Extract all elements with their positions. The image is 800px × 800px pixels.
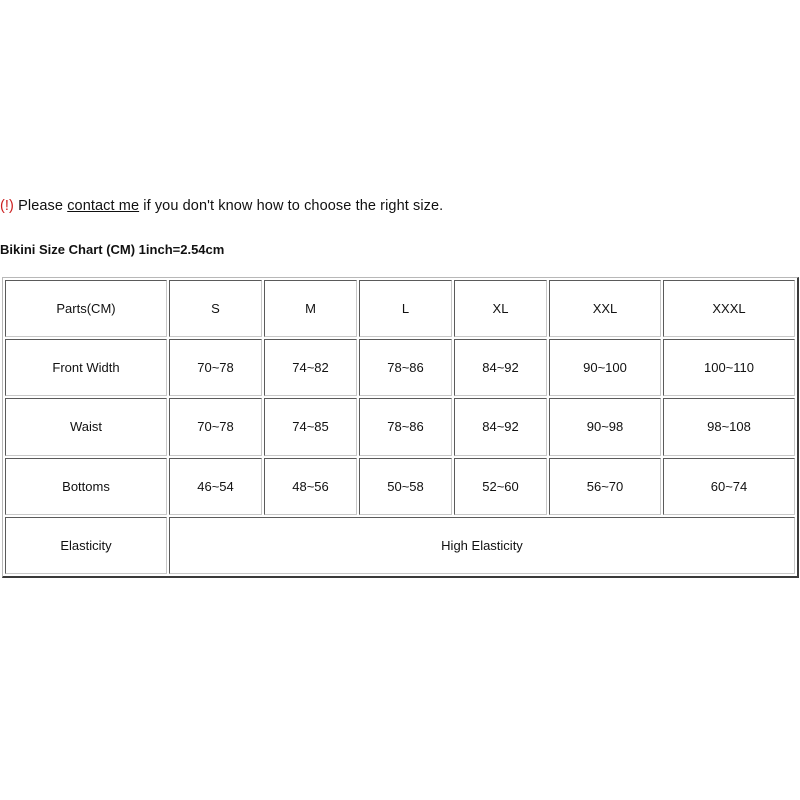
row-label-elasticity: Elasticity bbox=[5, 517, 167, 574]
table-cell: 84~92 bbox=[454, 339, 547, 396]
size-chart-table bbox=[2, 277, 799, 578]
table-row-elasticity bbox=[5, 517, 795, 574]
table-row-waist bbox=[5, 398, 795, 455]
table-cell: 78~86 bbox=[359, 398, 452, 455]
row-label-bottoms: Bottoms bbox=[5, 458, 167, 515]
table-row-front-width bbox=[5, 339, 795, 396]
table-cell: 52~60 bbox=[454, 458, 547, 515]
table-row-bottoms bbox=[5, 458, 795, 515]
header-cell-m: M bbox=[264, 280, 357, 337]
table-cell: 56~70 bbox=[549, 458, 661, 515]
table-cell: 78~86 bbox=[359, 339, 452, 396]
table-cell: 70~78 bbox=[169, 339, 262, 396]
header-cell-xxxl: XXXL bbox=[663, 280, 795, 337]
table-cell: 48~56 bbox=[264, 458, 357, 515]
row-label-front-width: Front Width bbox=[5, 339, 167, 396]
table-cell: 74~85 bbox=[264, 398, 357, 455]
notice-text-end: if you don't know how to choose the right size. bbox=[139, 198, 444, 214]
size-help-notice bbox=[0, 198, 443, 214]
table-cell: 50~58 bbox=[359, 458, 452, 515]
table-cell: 84~92 bbox=[454, 398, 547, 455]
row-label-waist: Waist bbox=[5, 398, 167, 455]
table-cell: 74~82 bbox=[264, 339, 357, 396]
table-cell: 70~78 bbox=[169, 398, 262, 455]
header-cell-xl: XL bbox=[454, 280, 547, 337]
table-cell: 100~110 bbox=[663, 339, 795, 396]
table-cell: 60~74 bbox=[663, 458, 795, 515]
header-cell-s: S bbox=[169, 280, 262, 337]
table-cell: 90~98 bbox=[549, 398, 661, 455]
contact-me-link[interactable]: contact me bbox=[67, 198, 140, 214]
header-cell-l: L bbox=[359, 280, 452, 337]
elasticity-value-cell: High Elasticity bbox=[169, 517, 795, 574]
table-cell: 46~54 bbox=[169, 458, 262, 515]
header-cell-parts: Parts(CM) bbox=[5, 280, 167, 337]
notice-text-start: Please bbox=[14, 198, 68, 214]
size-chart-title: Bikini Size Chart (CM) 1inch=2.54cm bbox=[0, 242, 225, 257]
warning-mark: (!) bbox=[0, 198, 14, 214]
table-cell: 98~108 bbox=[663, 398, 795, 455]
header-cell-xxl: XXL bbox=[549, 280, 661, 337]
table-header-row bbox=[5, 280, 795, 337]
table-cell: 90~100 bbox=[549, 339, 661, 396]
